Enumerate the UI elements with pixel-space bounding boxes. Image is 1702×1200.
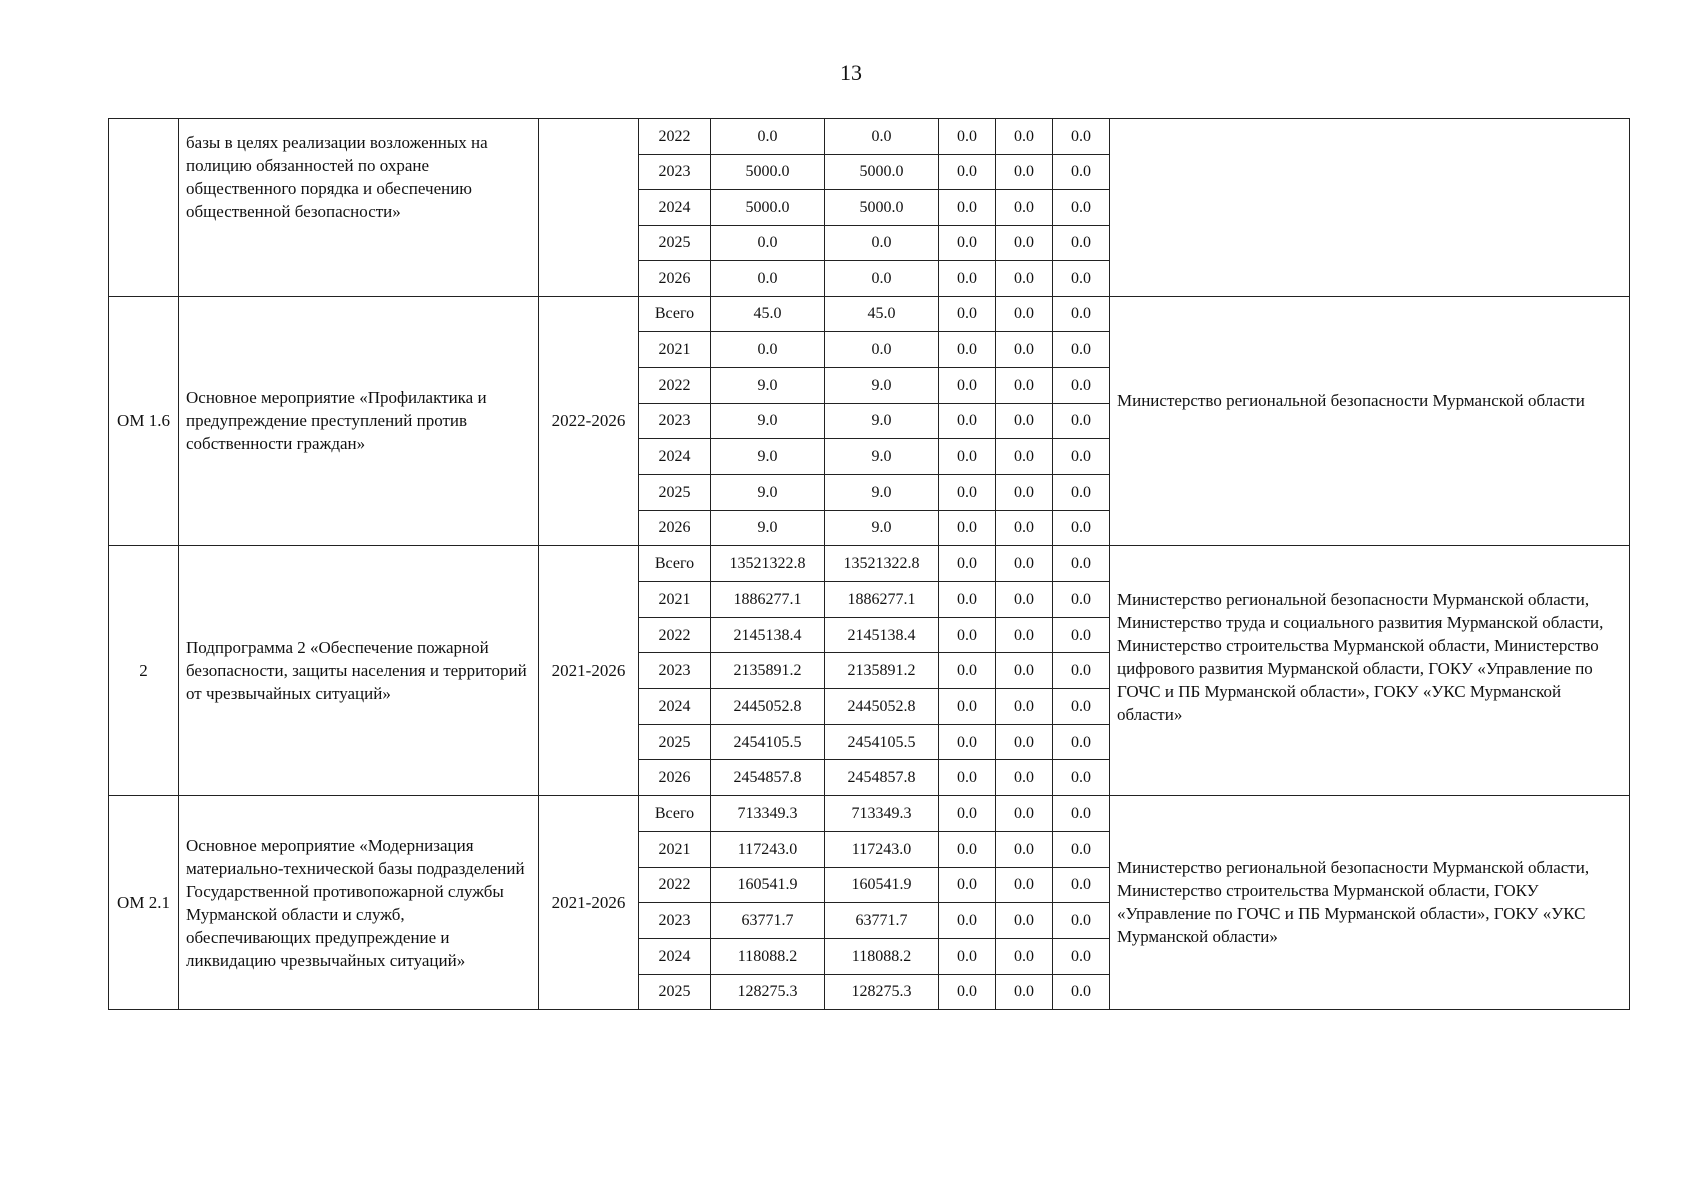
federal-budget-cell: 0.0 <box>939 546 996 582</box>
federal-budget-cell: 0.0 <box>939 154 996 190</box>
total-cell: 9.0 <box>711 510 825 546</box>
local-budget-cell: 0.0 <box>996 119 1053 155</box>
total-cell: 160541.9 <box>711 867 825 903</box>
local-budget-cell: 0.0 <box>996 439 1053 475</box>
local-budget-cell: 0.0 <box>996 617 1053 653</box>
total-cell: 0.0 <box>711 332 825 368</box>
extra-budget-cell: 0.0 <box>1053 546 1110 582</box>
total-cell: 2135891.2 <box>711 653 825 689</box>
federal-budget-cell: 0.0 <box>939 938 996 974</box>
federal-budget-cell: 0.0 <box>939 617 996 653</box>
regional-budget-cell: 9.0 <box>825 474 939 510</box>
total-cell: 0.0 <box>711 261 825 297</box>
regional-budget-cell: 0.0 <box>825 261 939 297</box>
regional-budget-cell: 2145138.4 <box>825 617 939 653</box>
year-cell: 2026 <box>639 510 711 546</box>
federal-budget-cell: 0.0 <box>939 760 996 796</box>
year-cell: 2024 <box>639 689 711 725</box>
local-budget-cell: 0.0 <box>996 296 1053 332</box>
total-cell: 2445052.8 <box>711 689 825 725</box>
federal-budget-cell: 0.0 <box>939 510 996 546</box>
federal-budget-cell: 0.0 <box>939 474 996 510</box>
federal-budget-cell: 0.0 <box>939 653 996 689</box>
year-cell: 2021 <box>639 332 711 368</box>
federal-budget-cell: 0.0 <box>939 296 996 332</box>
table-row <box>109 546 1630 582</box>
total-cell: 117243.0 <box>711 831 825 867</box>
regional-budget-cell: 2454857.8 <box>825 760 939 796</box>
regional-budget-cell: 5000.0 <box>825 190 939 226</box>
section-name: Подпрограмма 2 «Обеспечение пожарной безопасности, защиты населения и территорий от чрезвычайных ситуаций» <box>179 546 539 796</box>
regional-budget-cell: 0.0 <box>825 332 939 368</box>
local-budget-cell: 0.0 <box>996 653 1053 689</box>
federal-budget-cell: 0.0 <box>939 403 996 439</box>
extra-budget-cell: 0.0 <box>1053 225 1110 261</box>
year-cell: 2025 <box>639 225 711 261</box>
extra-budget-cell: 0.0 <box>1053 724 1110 760</box>
total-cell: 5000.0 <box>711 190 825 226</box>
local-budget-cell: 0.0 <box>996 510 1053 546</box>
total-cell: 0.0 <box>711 119 825 155</box>
federal-budget-cell: 0.0 <box>939 831 996 867</box>
total-cell: 2145138.4 <box>711 617 825 653</box>
extra-budget-cell: 0.0 <box>1053 903 1110 939</box>
section-number: ОМ 2.1 <box>109 796 179 1010</box>
local-budget-cell: 0.0 <box>996 546 1053 582</box>
extra-budget-cell: 0.0 <box>1053 261 1110 297</box>
year-cell: 2025 <box>639 974 711 1010</box>
year-cell: 2023 <box>639 903 711 939</box>
year-cell: 2021 <box>639 831 711 867</box>
year-cell: 2023 <box>639 403 711 439</box>
total-cell: 1886277.1 <box>711 582 825 618</box>
year-cell: 2022 <box>639 867 711 903</box>
section-executors: Министерство региональной безопасности Мурманской области, Министерство труда и социального развития Мурманской области, Министерство строительства Мурманской области, Министерство цифрового развития Мурманской области, ГОКУ «Управление по ГОЧС и ПБ Мурманской области», ГОКУ «УКС Мурманской области» <box>1110 546 1630 796</box>
regional-budget-cell: 45.0 <box>825 296 939 332</box>
local-budget-cell: 0.0 <box>996 796 1053 832</box>
budget-table <box>108 118 1630 1010</box>
year-cell: Всего <box>639 796 711 832</box>
extra-budget-cell: 0.0 <box>1053 831 1110 867</box>
local-budget-cell: 0.0 <box>996 190 1053 226</box>
total-cell: 118088.2 <box>711 938 825 974</box>
section-period <box>539 119 639 297</box>
regional-budget-cell: 2445052.8 <box>825 689 939 725</box>
federal-budget-cell: 0.0 <box>939 724 996 760</box>
section-name: Основное мероприятие «Модернизация материально-технической базы подразделений Государственной противопожарной службы Мурманской области и служб, обеспечивающих предупреждение и ликвидацию чрезвычайных ситуаций» <box>179 796 539 1010</box>
regional-budget-cell: 128275.3 <box>825 974 939 1010</box>
local-budget-cell: 0.0 <box>996 974 1053 1010</box>
local-budget-cell: 0.0 <box>996 367 1053 403</box>
year-cell: 2024 <box>639 938 711 974</box>
year-cell: 2025 <box>639 474 711 510</box>
section-number: ОМ 1.6 <box>109 296 179 546</box>
total-cell: 0.0 <box>711 225 825 261</box>
section-executors: Министерство региональной безопасности Мурманской области, Министерство строительства Мурманской области, ГОКУ «Управление по ГОЧС и ПБ Мурманской области», ГОКУ «УКС Мурманской области» <box>1110 796 1630 1010</box>
total-cell: 713349.3 <box>711 796 825 832</box>
extra-budget-cell: 0.0 <box>1053 296 1110 332</box>
section-number <box>109 119 179 297</box>
regional-budget-cell: 9.0 <box>825 403 939 439</box>
section-name: базы в целях реализации возложенных на полицию обязанностей по охране общественного порядка и обеспечению общественной безопасности» <box>179 119 539 297</box>
table-row <box>109 796 1630 832</box>
regional-budget-cell: 160541.9 <box>825 867 939 903</box>
local-budget-cell: 0.0 <box>996 831 1053 867</box>
federal-budget-cell: 0.0 <box>939 367 996 403</box>
local-budget-cell: 0.0 <box>996 582 1053 618</box>
regional-budget-cell: 713349.3 <box>825 796 939 832</box>
total-cell: 128275.3 <box>711 974 825 1010</box>
total-cell: 5000.0 <box>711 154 825 190</box>
regional-budget-cell: 5000.0 <box>825 154 939 190</box>
local-budget-cell: 0.0 <box>996 689 1053 725</box>
local-budget-cell: 0.0 <box>996 403 1053 439</box>
year-cell: 2022 <box>639 617 711 653</box>
year-cell: 2024 <box>639 190 711 226</box>
federal-budget-cell: 0.0 <box>939 903 996 939</box>
year-cell: 2025 <box>639 724 711 760</box>
regional-budget-cell: 9.0 <box>825 367 939 403</box>
extra-budget-cell: 0.0 <box>1053 119 1110 155</box>
regional-budget-cell: 117243.0 <box>825 831 939 867</box>
total-cell: 9.0 <box>711 403 825 439</box>
table-body <box>109 119 1630 1010</box>
extra-budget-cell: 0.0 <box>1053 938 1110 974</box>
federal-budget-cell: 0.0 <box>939 796 996 832</box>
total-cell: 9.0 <box>711 367 825 403</box>
local-budget-cell: 0.0 <box>996 903 1053 939</box>
federal-budget-cell: 0.0 <box>939 119 996 155</box>
local-budget-cell: 0.0 <box>996 261 1053 297</box>
total-cell: 2454857.8 <box>711 760 825 796</box>
table-row <box>109 119 1630 155</box>
local-budget-cell: 0.0 <box>996 724 1053 760</box>
section-executors: Министерство региональной безопасности Мурманской области <box>1110 296 1630 546</box>
year-cell: Всего <box>639 546 711 582</box>
year-cell: 2023 <box>639 154 711 190</box>
local-budget-cell: 0.0 <box>996 760 1053 796</box>
federal-budget-cell: 0.0 <box>939 582 996 618</box>
regional-budget-cell: 0.0 <box>825 225 939 261</box>
extra-budget-cell: 0.0 <box>1053 653 1110 689</box>
section-period: 2021-2026 <box>539 796 639 1010</box>
regional-budget-cell: 0.0 <box>825 119 939 155</box>
extra-budget-cell: 0.0 <box>1053 617 1110 653</box>
regional-budget-cell: 2454105.5 <box>825 724 939 760</box>
year-cell: 2026 <box>639 760 711 796</box>
year-cell: 2026 <box>639 261 711 297</box>
table-row <box>109 296 1630 332</box>
extra-budget-cell: 0.0 <box>1053 974 1110 1010</box>
section-executors <box>1110 119 1630 297</box>
extra-budget-cell: 0.0 <box>1053 796 1110 832</box>
total-cell: 9.0 <box>711 439 825 475</box>
section-number: 2 <box>109 546 179 796</box>
extra-budget-cell: 0.0 <box>1053 474 1110 510</box>
local-budget-cell: 0.0 <box>996 938 1053 974</box>
extra-budget-cell: 0.0 <box>1053 760 1110 796</box>
federal-budget-cell: 0.0 <box>939 974 996 1010</box>
total-cell: 13521322.8 <box>711 546 825 582</box>
extra-budget-cell: 0.0 <box>1053 510 1110 546</box>
local-budget-cell: 0.0 <box>996 474 1053 510</box>
local-budget-cell: 0.0 <box>996 154 1053 190</box>
extra-budget-cell: 0.0 <box>1053 190 1110 226</box>
year-cell: 2023 <box>639 653 711 689</box>
extra-budget-cell: 0.0 <box>1053 867 1110 903</box>
total-cell: 2454105.5 <box>711 724 825 760</box>
year-cell: 2021 <box>639 582 711 618</box>
local-budget-cell: 0.0 <box>996 225 1053 261</box>
regional-budget-cell: 9.0 <box>825 439 939 475</box>
extra-budget-cell: 0.0 <box>1053 439 1110 475</box>
extra-budget-cell: 0.0 <box>1053 689 1110 725</box>
year-cell: Всего <box>639 296 711 332</box>
federal-budget-cell: 0.0 <box>939 332 996 368</box>
local-budget-cell: 0.0 <box>996 867 1053 903</box>
federal-budget-cell: 0.0 <box>939 689 996 725</box>
section-period: 2022-2026 <box>539 296 639 546</box>
section-period: 2021-2026 <box>539 546 639 796</box>
regional-budget-cell: 2135891.2 <box>825 653 939 689</box>
year-cell: 2022 <box>639 119 711 155</box>
regional-budget-cell: 13521322.8 <box>825 546 939 582</box>
extra-budget-cell: 0.0 <box>1053 154 1110 190</box>
page-number: 13 <box>840 60 862 85</box>
extra-budget-cell: 0.0 <box>1053 403 1110 439</box>
federal-budget-cell: 0.0 <box>939 190 996 226</box>
federal-budget-cell: 0.0 <box>939 439 996 475</box>
section-name: Основное мероприятие «Профилактика и предупреждение преступлений против собственности граждан» <box>179 296 539 546</box>
regional-budget-cell: 1886277.1 <box>825 582 939 618</box>
total-cell: 63771.7 <box>711 903 825 939</box>
federal-budget-cell: 0.0 <box>939 867 996 903</box>
federal-budget-cell: 0.0 <box>939 225 996 261</box>
year-cell: 2024 <box>639 439 711 475</box>
extra-budget-cell: 0.0 <box>1053 367 1110 403</box>
extra-budget-cell: 0.0 <box>1053 332 1110 368</box>
federal-budget-cell: 0.0 <box>939 261 996 297</box>
year-cell: 2022 <box>639 367 711 403</box>
regional-budget-cell: 63771.7 <box>825 903 939 939</box>
total-cell: 45.0 <box>711 296 825 332</box>
regional-budget-cell: 9.0 <box>825 510 939 546</box>
local-budget-cell: 0.0 <box>996 332 1053 368</box>
total-cell: 9.0 <box>711 474 825 510</box>
regional-budget-cell: 118088.2 <box>825 938 939 974</box>
extra-budget-cell: 0.0 <box>1053 582 1110 618</box>
